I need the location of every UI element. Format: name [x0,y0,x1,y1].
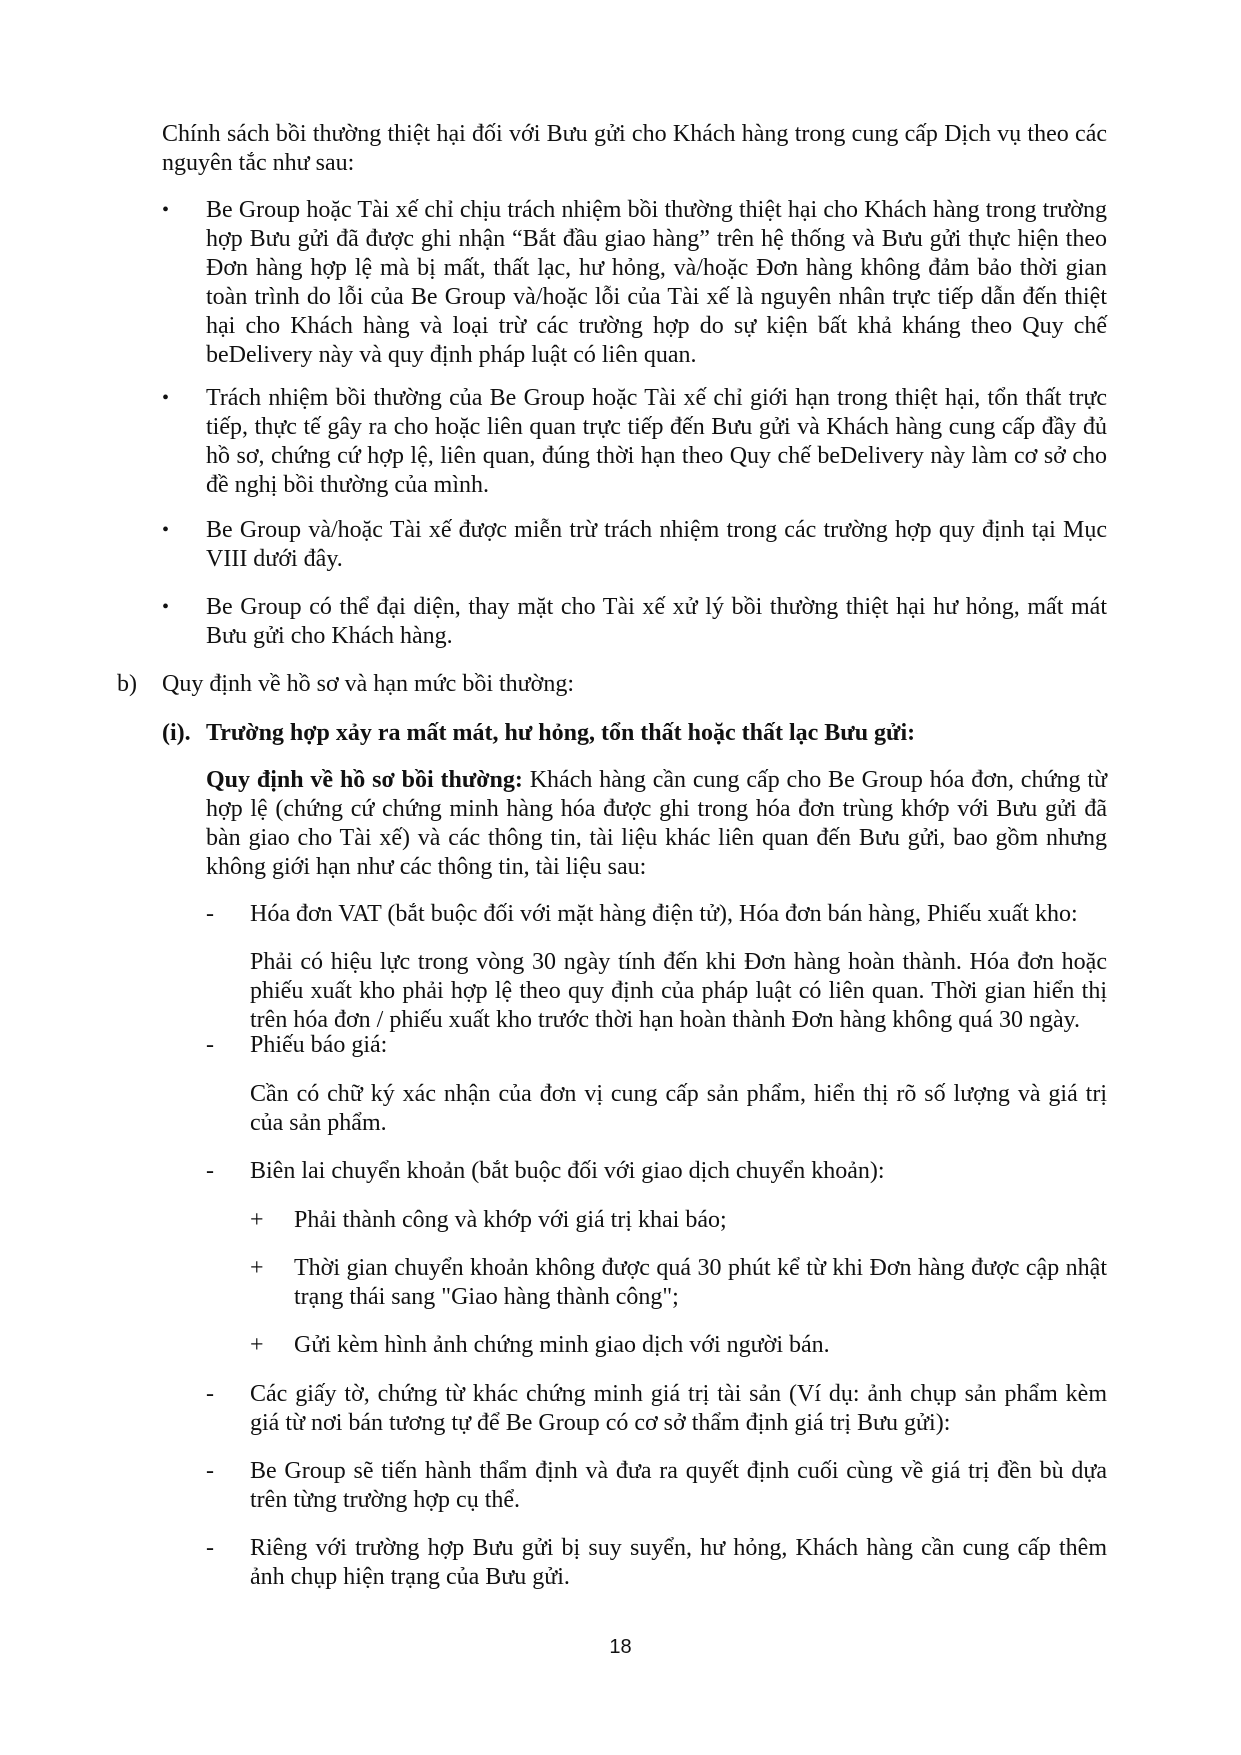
item-invoice: Hóa đơn VAT (bắt buộc đối với mặt hàng điện tử), Hóa đơn bán hàng, Phiếu xuất kho: [250,901,1078,927]
bullet-item-1: Be Group hoặc Tài xế chỉ chịu trách nhiệm bồi thường thiệt hại cho Khách hàng trong trường hợp Bưu gửi đã được ghi nhận “Bắt đầu giao hàng” trên hệ thống và Bưu gửi thực hiện theo Đơn hàng hợp lệ mà bị mất, thất lạc, hư hỏng, và/hoặc Đơn hàng không đảm bảo thời gian toàn trình do lỗi của Be Group và/hoặc lỗi của Tài xế là nguyên nhân trực tiếp dẫn đến thiệt hại cho Khách hàng và loại trừ các trường hợp do sự kiện bất khả kháng theo Quy chế beDelivery này và quy định pháp luật có liên quan. [206,197,1107,368]
subsection-i-marker: (i). [162,720,191,746]
bullet-icon: • [162,596,170,618]
bullet-item-4: Be Group có thể đại diện, thay mặt cho Tài xế xử lý bồi thường thiệt hại hư hỏng, mất mát Bưu gửi cho Khách hàng. [206,594,1107,649]
dash-icon: - [206,1535,214,1561]
transfer-subitem-1: Phải thành công và khớp với giá trị khai báo; [294,1207,727,1233]
plus-icon: + [250,1255,264,1281]
item-other-documents: Các giấy tờ, chứng từ khác chứng minh giá trị tài sản (Ví dụ: ảnh chụp sản phẩm kèm giá từ nơi bán tương tự để Be Group có cơ sở thẩm định giá trị Bưu gửi): [250,1381,1107,1436]
transfer-subitem-3: Gửi kèm hình ảnh chứng minh giao dịch với người bán. [294,1332,830,1358]
item-invoice-detail: Phải có hiệu lực trong vòng 30 ngày tính đến khi Đơn hàng hoàn thành. Hóa đơn hoặc phiếu xuất kho phải hợp lệ theo quy định của pháp luật có liên quan. Thời gian hiển thị trên hóa đơn / phiếu xuất kho trước thời hạn hoàn thành Đơn hàng không quá 30 ngày. [250,949,1107,1033]
item-transfer: Biên lai chuyển khoản (bắt buộc đối với giao dịch chuyển khoản): [250,1158,885,1184]
dash-icon: - [206,1458,214,1484]
intro-paragraph: Chính sách bồi thường thiệt hại đối với Bưu gửi cho Khách hàng trong cung cấp Dịch vụ theo các nguyên tắc như sau: [162,121,1107,176]
item-quote-detail: Cần có chữ ký xác nhận của đơn vị cung cấp sản phẩm, hiển thị rõ số lượng và giá trị của sản phẩm. [250,1081,1107,1136]
section-b-marker: b) [117,671,137,697]
item-damaged: Riêng với trường hợp Bưu gửi bị suy suyển, hư hỏng, Khách hàng cần cung cấp thêm ảnh chụp hiện trạng của Bưu gửi. [250,1535,1107,1590]
dash-icon: - [206,901,214,927]
dash-icon: - [206,1158,214,1184]
transfer-subitem-2: Thời gian chuyển khoản không được quá 30 phút kể từ khi Đơn hàng được cập nhật trạng thái sang "Giao hàng thành công"; [294,1255,1107,1310]
subsection-i-title: Trường hợp xảy ra mất mát, hư hỏng, tổn thất hoặc thất lạc Bưu gửi: [206,720,916,746]
item-appraisal: Be Group sẽ tiến hành thẩm định và đưa ra quyết định cuối cùng về giá trị đền bù dựa trên từng trường hợp cụ thể. [250,1458,1107,1513]
plus-icon: + [250,1207,264,1233]
bullet-icon: • [162,387,170,409]
section-b-title: Quy định về hồ sơ và hạn mức bồi thường: [162,671,575,697]
page-number: 18 [609,1636,632,1658]
bullet-icon: • [162,519,170,541]
bullet-icon: • [162,199,170,221]
claim-documents-paragraph [206,766,1107,882]
dash-icon: - [206,1381,214,1407]
dash-icon: - [206,1032,214,1058]
claim-documents-text: Khách hàng cần cung cấp cho Be Group hóa đơn, chứng từ hợp lệ (chứng cứ chứng minh hàng hóa được ghi trong hóa đơn trùng khớp với Bưu gửi đã bàn giao cho Tài xế) và các thông tin, tài liệu khác liên quan đến Bưu gửi, bao gồm nhưng không giới hạn như các thông tin, tài liệu sau: [206,767,1107,880]
bullet-item-3: Be Group và/hoặc Tài xế được miễn trừ trách nhiệm trong các trường hợp quy định tại Mục VIII dưới đây. [206,517,1107,572]
bullet-item-2: Trách nhiệm bồi thường của Be Group hoặc Tài xế chỉ giới hạn trong thiệt hại, tổn thất trực tiếp, thực tế gây ra cho hoặc liên quan trực tiếp đến Bưu gửi và Khách hàng cung cấp đầy đủ hồ sơ, chứng cứ hợp lệ, liên quan, đúng thời hạn theo Quy chế beDelivery này làm cơ sở cho đề nghị bồi thường của mình. [206,385,1107,498]
claim-documents-heading: Quy định về hồ sơ bồi thường: [206,767,523,793]
item-quote: Phiếu báo giá: [250,1032,388,1058]
plus-icon: + [250,1332,264,1358]
